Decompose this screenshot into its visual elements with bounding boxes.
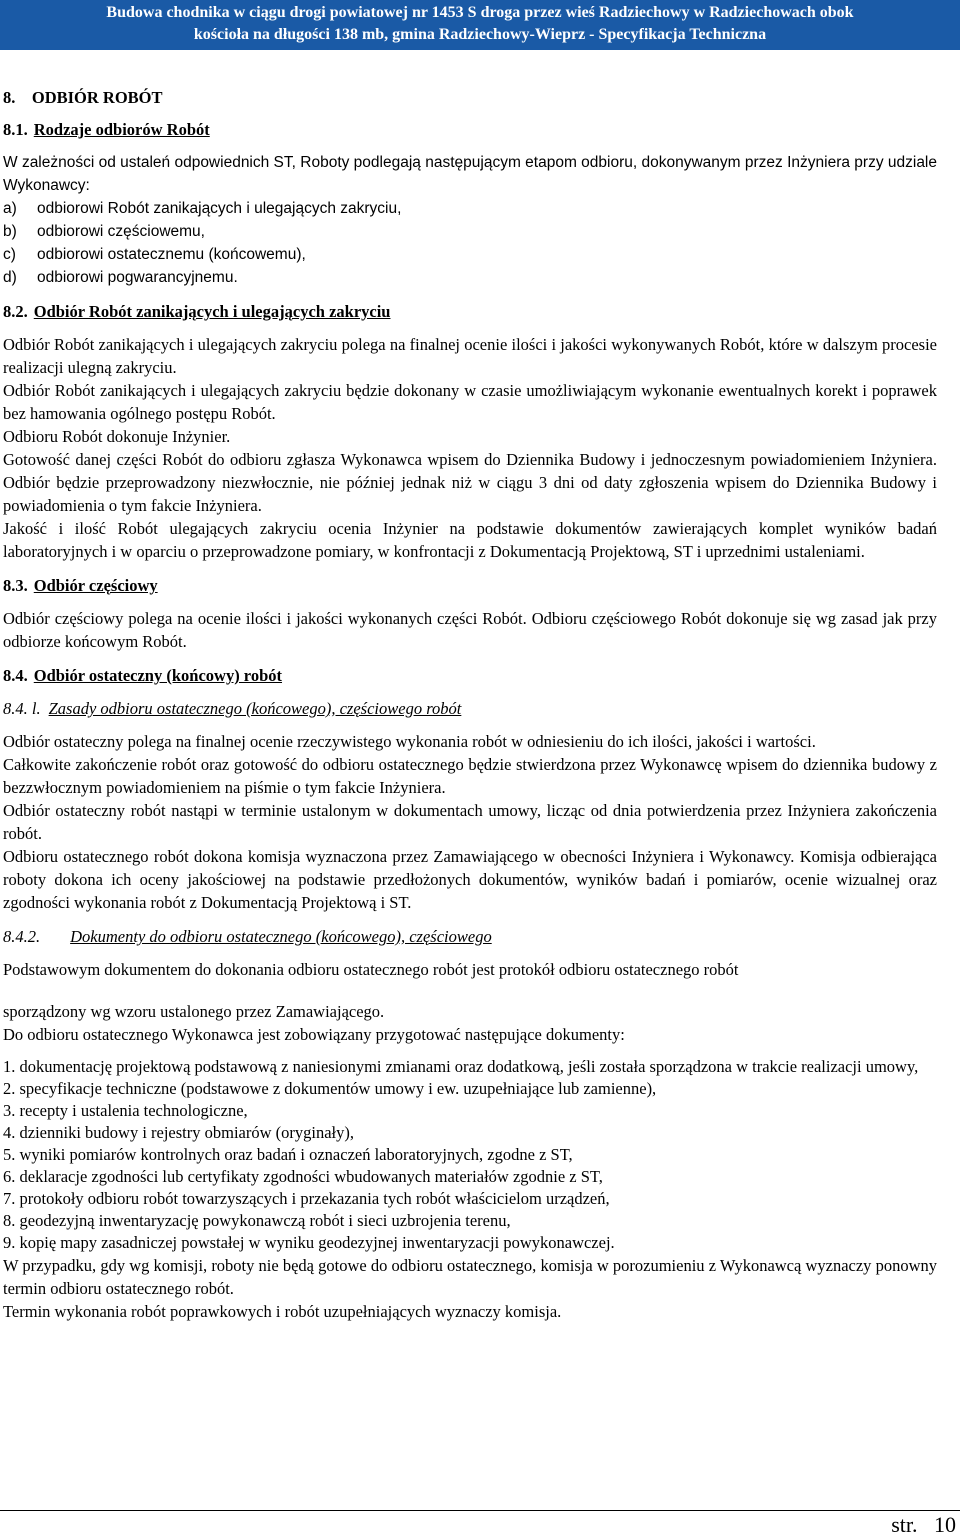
paragraph: W przypadku, gdy wg komisji, roboty nie będą gotowe do odbioru ostatecznego, komisja w porozumieniu z Wykonawcą wyznaczy ponowny termin odbioru ostatecznego robót. [3, 1256, 937, 1298]
paragraph: Całkowite zakończenie robót oraz gotowość do odbioru ostatecznego będzie stwierdzona przez Wykonawcę wpisem do dziennika budowy z bezzwłocznym powiadomieniem na piśmie o tym fakcie Inżyniera. [3, 755, 937, 797]
list-item: 2. specyfikacje techniczne (podstawowe z dokumentów umowy i ew. uzupełniające lub zamienne), [3, 1079, 657, 1098]
paragraph: Podstawowym dokumentem do dokonania odbioru ostatecznego robót jest protokół odbioru ostatecznego robót [3, 960, 739, 979]
paragraph: Gotowość danej części Robót do odbioru zgłasza Wykonawca wpisem do Dziennika Budowy i jednoczesnym powiadomieniem Inżyniera. Odbiór będzie przeprowadzony niezwłocznie, nie później jednak niż w ciągu 3 dni od daty zgłoszenia wpisem do Dziennika Budowy i powiadomienia o tym fakcie Inżyniera. [3, 450, 937, 515]
page-footer [0, 1502, 960, 1536]
heading-title: Odbiór ostateczny (końcowy) robót [33, 666, 283, 685]
paragraph: Odbioru Robót dokonuje Inżynier. [3, 427, 231, 446]
section-number: 8. [3, 88, 16, 107]
page-header [0, 0, 960, 50]
paragraph: Jakość i ilość Robót ulegających zakryciu ocenia Inżynier na podstawie dokumentów zawierających komplet wyników badań laboratoryjnych i w oparciu o przeprowadzone pomiary, w konfrontacji z Dokumentacją Projektową, ST i uprzednimi ustaleniami. [3, 519, 937, 561]
page-number: str. 10 [891, 1512, 956, 1537]
list-item: b) odbiorowi częściowemu, [3, 223, 205, 240]
heading-title: Zasady odbioru ostatecznego (końcowego), częściowego robót [48, 699, 462, 718]
paragraph: Odbiór ostateczny polega na finalnej ocenie rzeczywistego wykonania robót w odniesieniu do ich ilości, jakości i wartości. [3, 732, 816, 751]
heading-8-2 [3, 300, 937, 323]
paragraph: Odbiór Robót zanikających i ulegających zakryciu polega na finalnej ocenie ilości i jakości wykonywanych Robót, które w dalszym procesie realizacji ulegną zakryciu. [3, 335, 937, 377]
list-item: a) odbiorowi Robót zanikających i ulegających zakryciu, [3, 200, 402, 217]
list-item: 1. dokumentację projektową podstawową z naniesionymi zmianami oraz dodatkową, jeśli została sporządzona w trakcie realizacji umowy, [3, 1057, 919, 1076]
documents-list [3, 1056, 937, 1254]
list-item: 4. dzienniki budowy i rejestry obmiarów (oryginały), [3, 1123, 355, 1142]
heading-8-4-1 [3, 697, 937, 720]
header-line-2: kościoła na długości 138 mb, gmina Radziechowy-Wieprz - Specyfikacja Techniczna [193, 26, 767, 43]
list-item: 7. protokoły odbioru robót towarzyszących i przekazania tych robót właścicielom urządzeń, [3, 1189, 610, 1208]
list-item: c) odbiorowi ostatecznemu (końcowemu), [3, 246, 306, 263]
paragraph: W zależności od ustaleń odpowiednich ST, Roboty podlegają następującym etapom odbioru, dokonywanym przez Inżyniera przy udziale Wykonawcy: [3, 154, 937, 194]
section-heading [3, 86, 937, 109]
heading-number: 8.3. [3, 576, 28, 595]
list-item: 9. kopię mapy zasadniczej powstałej w wyniku geodezyjnej inwentaryzacji powykonawczej. [3, 1233, 615, 1252]
paragraph: Termin wykonania robót poprawkowych i robót uzupełniających wyznaczy komisja. [3, 1302, 562, 1321]
list-item: 6. deklaracje zgodności lub certyfikaty zgodności wbudowanych materiałów zgodnie z ST, [3, 1167, 603, 1186]
section-title: ODBIÓR ROBÓT [31, 88, 163, 107]
stage-list [3, 197, 937, 289]
header-line-1: Budowa chodnika w ciągu drogi powiatowej nr 1453 S droga przez wieś Radziechowy w Radziechowach obok [106, 4, 854, 21]
heading-number: 8.4.2. [3, 927, 41, 946]
heading-title: Rodzaje odbiorów Robót [33, 120, 210, 139]
heading-8-4 [3, 664, 937, 687]
heading-number: 8.2. [3, 302, 28, 321]
heading-title: Dokumenty do odbioru ostatecznego (końcowego), częściowego [70, 927, 492, 946]
heading-8-4-2 [3, 925, 937, 948]
document-body [3, 86, 937, 1323]
heading-number: 8.4. l. [3, 699, 41, 718]
paragraph: Odbiór ostateczny robót nastąpi w terminie ustalonym w dokumentach umowy, licząc od dnia potwierdzenia przez Inżyniera zakończenia robót. [3, 801, 937, 843]
paragraph: Odbioru ostatecznego robót dokona komisja wyznaczona przez Zamawiającego w obecności Inżyniera i Wykonawcy. Komisja odbierająca roboty dokona ich oceny jakościowej na podstawie przedłożonych dokumentów, wyników badań i pomiarów, ocenie wizualnej oraz zgodności wykonania robót z Dokumentacją Projektową i ST. [3, 847, 937, 912]
list-item: 5. wyniki pomiarów kontrolnych oraz badań i oznaczeń laboratoryjnych, zgodne z ST, [3, 1145, 573, 1164]
footer-divider [0, 1510, 960, 1511]
heading-number: 8.1. [3, 120, 28, 139]
heading-title: Odbiór częściowy [33, 576, 158, 595]
heading-title: Odbiór Robót zanikających i ulegających zakryciu [33, 302, 391, 321]
paragraph: Odbiór Robót zanikających i ulegających zakryciu będzie dokonany w czasie umożliwiającym wykonanie ewentualnych korekt i poprawek bez hamowania ogólnego postępu Robót. [3, 381, 937, 423]
list-item: d) odbiorowi pogwarancyjnemu. [3, 269, 238, 286]
list-item: 3. recepty i ustalenia technologiczne, [3, 1101, 248, 1120]
heading-number: 8.4. [3, 666, 28, 685]
heading-8-1 [3, 118, 937, 141]
list-item: 8. geodezyjną inwentaryzację powykonawczą robót i sieci uzbrojenia terenu, [3, 1211, 511, 1230]
heading-8-3 [3, 574, 937, 597]
paragraph: Odbiór częściowy polega na ocenie ilości i jakości wykonanych części Robót. Odbioru częściowego Robót dokonuje się wg zasad jak przy odbiorze końcowym Robót. [3, 609, 937, 651]
paragraph: Do odbioru ostatecznego Wykonawca jest zobowiązany przygotować następujące dokumenty: [3, 1025, 625, 1044]
paragraph: sporządzony wg wzoru ustalonego przez Zamawiającego. [3, 1002, 385, 1021]
